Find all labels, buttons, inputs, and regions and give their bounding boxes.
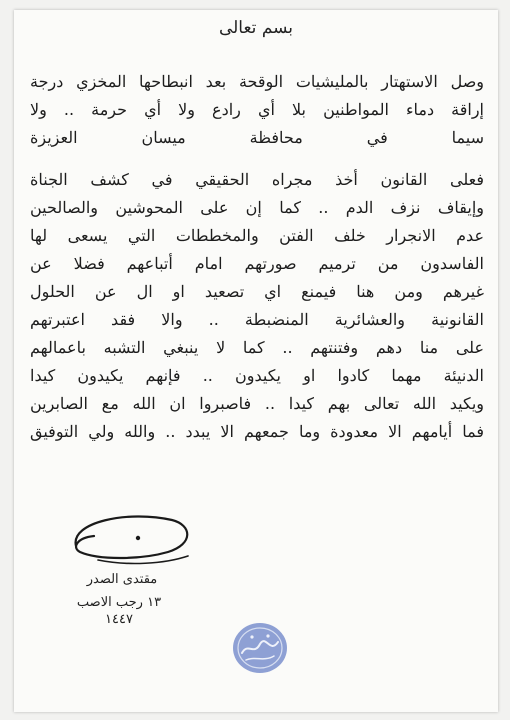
body-line: وإيقاف نزف الدم .. كما إن على المحوشين والصالحين <box>30 198 484 217</box>
paragraph-gap <box>30 152 484 166</box>
body-line: ويكيد الله تعالى بهم كيدا .. فاصبروا ان الله مع الصابرين <box>30 394 484 413</box>
document-title: بسم تعالى <box>218 18 294 38</box>
body-line: إراقة دماء المواطنين بلا أي رادع ولا أي حرمة .. ولا <box>30 100 484 119</box>
body-line: الفاسدون من ترميم صورتهم امام أتباعهم فضلا عن <box>30 254 484 273</box>
body-line: القانونية والعشائرية المنضبطة .. والا فقد اعتبرتهم <box>30 310 484 329</box>
body-line: عدم الانجرار خلف الفتن والمخططات التي يسعى لها <box>30 226 484 245</box>
signature-scribble <box>68 510 198 572</box>
signature-name: مقتدى الصدر <box>86 572 158 587</box>
body-line: فعلى القانون أخذ مجراه الحقيقي في كشف الجناة <box>30 170 484 189</box>
signature-date-year: ١٤٤٧ <box>105 612 133 627</box>
signature-date <box>54 594 184 628</box>
body-line: غيرهم ومن هنا فيمنع اي تصعيد او ال عن الحلول <box>30 282 484 301</box>
body-line: الدنيئة مهما كادوا او يكيدون .. فإنهم يكيدون كيدا <box>30 366 484 385</box>
body-line: سيما في محافظة ميسان العزيزة <box>30 128 484 147</box>
body-line: وصل الاستهتار بالمليشيات الوقحة بعد انبطاحها المخزي درجة <box>30 72 484 91</box>
body-line: فما أيامهم الا معدودة وما جمعهم الا يبدد .. والله ولي التوفيق <box>30 422 484 441</box>
official-seal-stamp <box>230 620 290 676</box>
document-page <box>14 10 498 712</box>
signature-date-line: ١٣ رجب الاصب <box>76 595 162 610</box>
body-line: على منا دهم وفتنتهم .. كما لا ينبغي التشبه باعمالهم <box>30 338 484 357</box>
document-body <box>30 68 484 446</box>
